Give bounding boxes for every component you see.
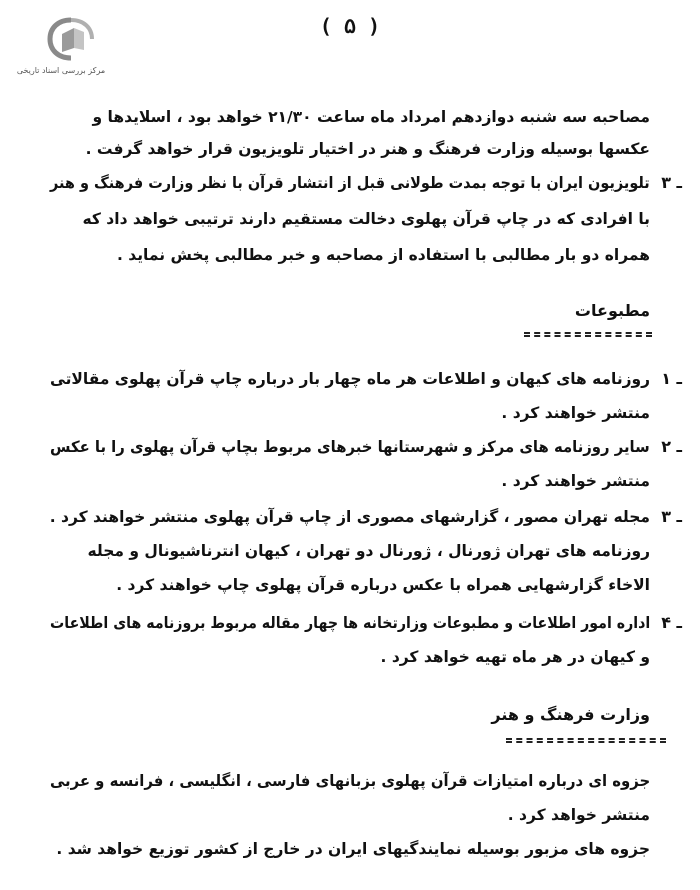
text-line: الاخاء گزارشهایی همراه با عکس درباره قرآن پهلوی چاپ خواهند کرد . — [116, 576, 650, 594]
text-line: جزوه های مزبور بوسیله نمایندگیهای ایران در خارج از کشور توزیع خواهد شد . — [56, 840, 650, 858]
logo-caption: مرکز بررسی اسناد تاریخی — [16, 66, 106, 75]
item-number: ۱ ـ — [661, 369, 682, 388]
item-number: ۲ ـ — [661, 437, 682, 456]
item-number: ۳ ـ — [661, 507, 682, 526]
text-line: با افرادی که در چاپ قرآن پهلوی دخالت مستقیم دارند ترتیبی خواهد داد که — [82, 210, 650, 228]
page-number: ( ۵ ) — [319, 14, 381, 38]
heading-underline — [524, 332, 652, 337]
text-line: همراه دو بار مطالبی با استفاده از مصاحبه و خبر مطالبی پخش نماید . — [116, 246, 650, 264]
text-line: تلویزیون ایران با توجه بمدت طولانی قبل از انتشار قرآن با نظر وزارت فرهنگ و هنر — [50, 174, 650, 192]
text-line: منتشر خواهند کرد . — [501, 472, 650, 490]
text-line: جزوه ای درباره امتیازات قرآن پهلوی بزبانهای فارسی ، انگلیسی ، فرانسه و عربی — [49, 772, 650, 790]
text-line: و کیهان در هر ماه تهیه خواهد کرد . — [380, 648, 650, 666]
item-number: ۳ ـ — [661, 173, 682, 192]
text-line: عکسها بوسیله وزارت فرهنگ و هنر در اختیار تلویزیون قرار خواهد گرفت . — [85, 140, 650, 158]
item-number: ۴ ـ — [661, 613, 682, 632]
text-line: منتشر خواهد کرد . — [507, 806, 650, 824]
text-line: مجله تهران مصور ، گزارشهای مصوری از چاپ قرآن پهلوی منتشر خواهند کرد . — [49, 508, 650, 526]
text-line: مصاحبه سه شنبه دوازدهم امرداد ماه ساعت ۲۱/۳۰ خواهد بود ، اسلایدها و — [92, 108, 650, 126]
text-line: روزنامه های کیهان و اطلاعات هر ماه چهار بار درباره چاپ قرآن پهلوی مقالاتی — [49, 370, 650, 388]
section-heading-ministry: وزارت فرهنگ و هنر — [491, 705, 650, 724]
text-line: اداره امور اطلاعات و مطبوعات وزارتخانه ها چهار مقاله مربوط بروزنامه های اطلاعات — [49, 614, 650, 632]
section-heading-press: مطبوعات — [574, 301, 650, 320]
heading-underline — [506, 738, 666, 743]
text-line: منتشر خواهند کرد . — [501, 404, 650, 422]
text-line: سایر روزنامه های مرکز و شهرستانها خبرهای مربوط بچاپ قرآن پهلوی را با عکس — [50, 438, 650, 456]
text-line: روزنامه های تهران ژورنال ، ژورنال دو تهران ، کیهان انترناشیونال و مجله — [87, 542, 650, 560]
